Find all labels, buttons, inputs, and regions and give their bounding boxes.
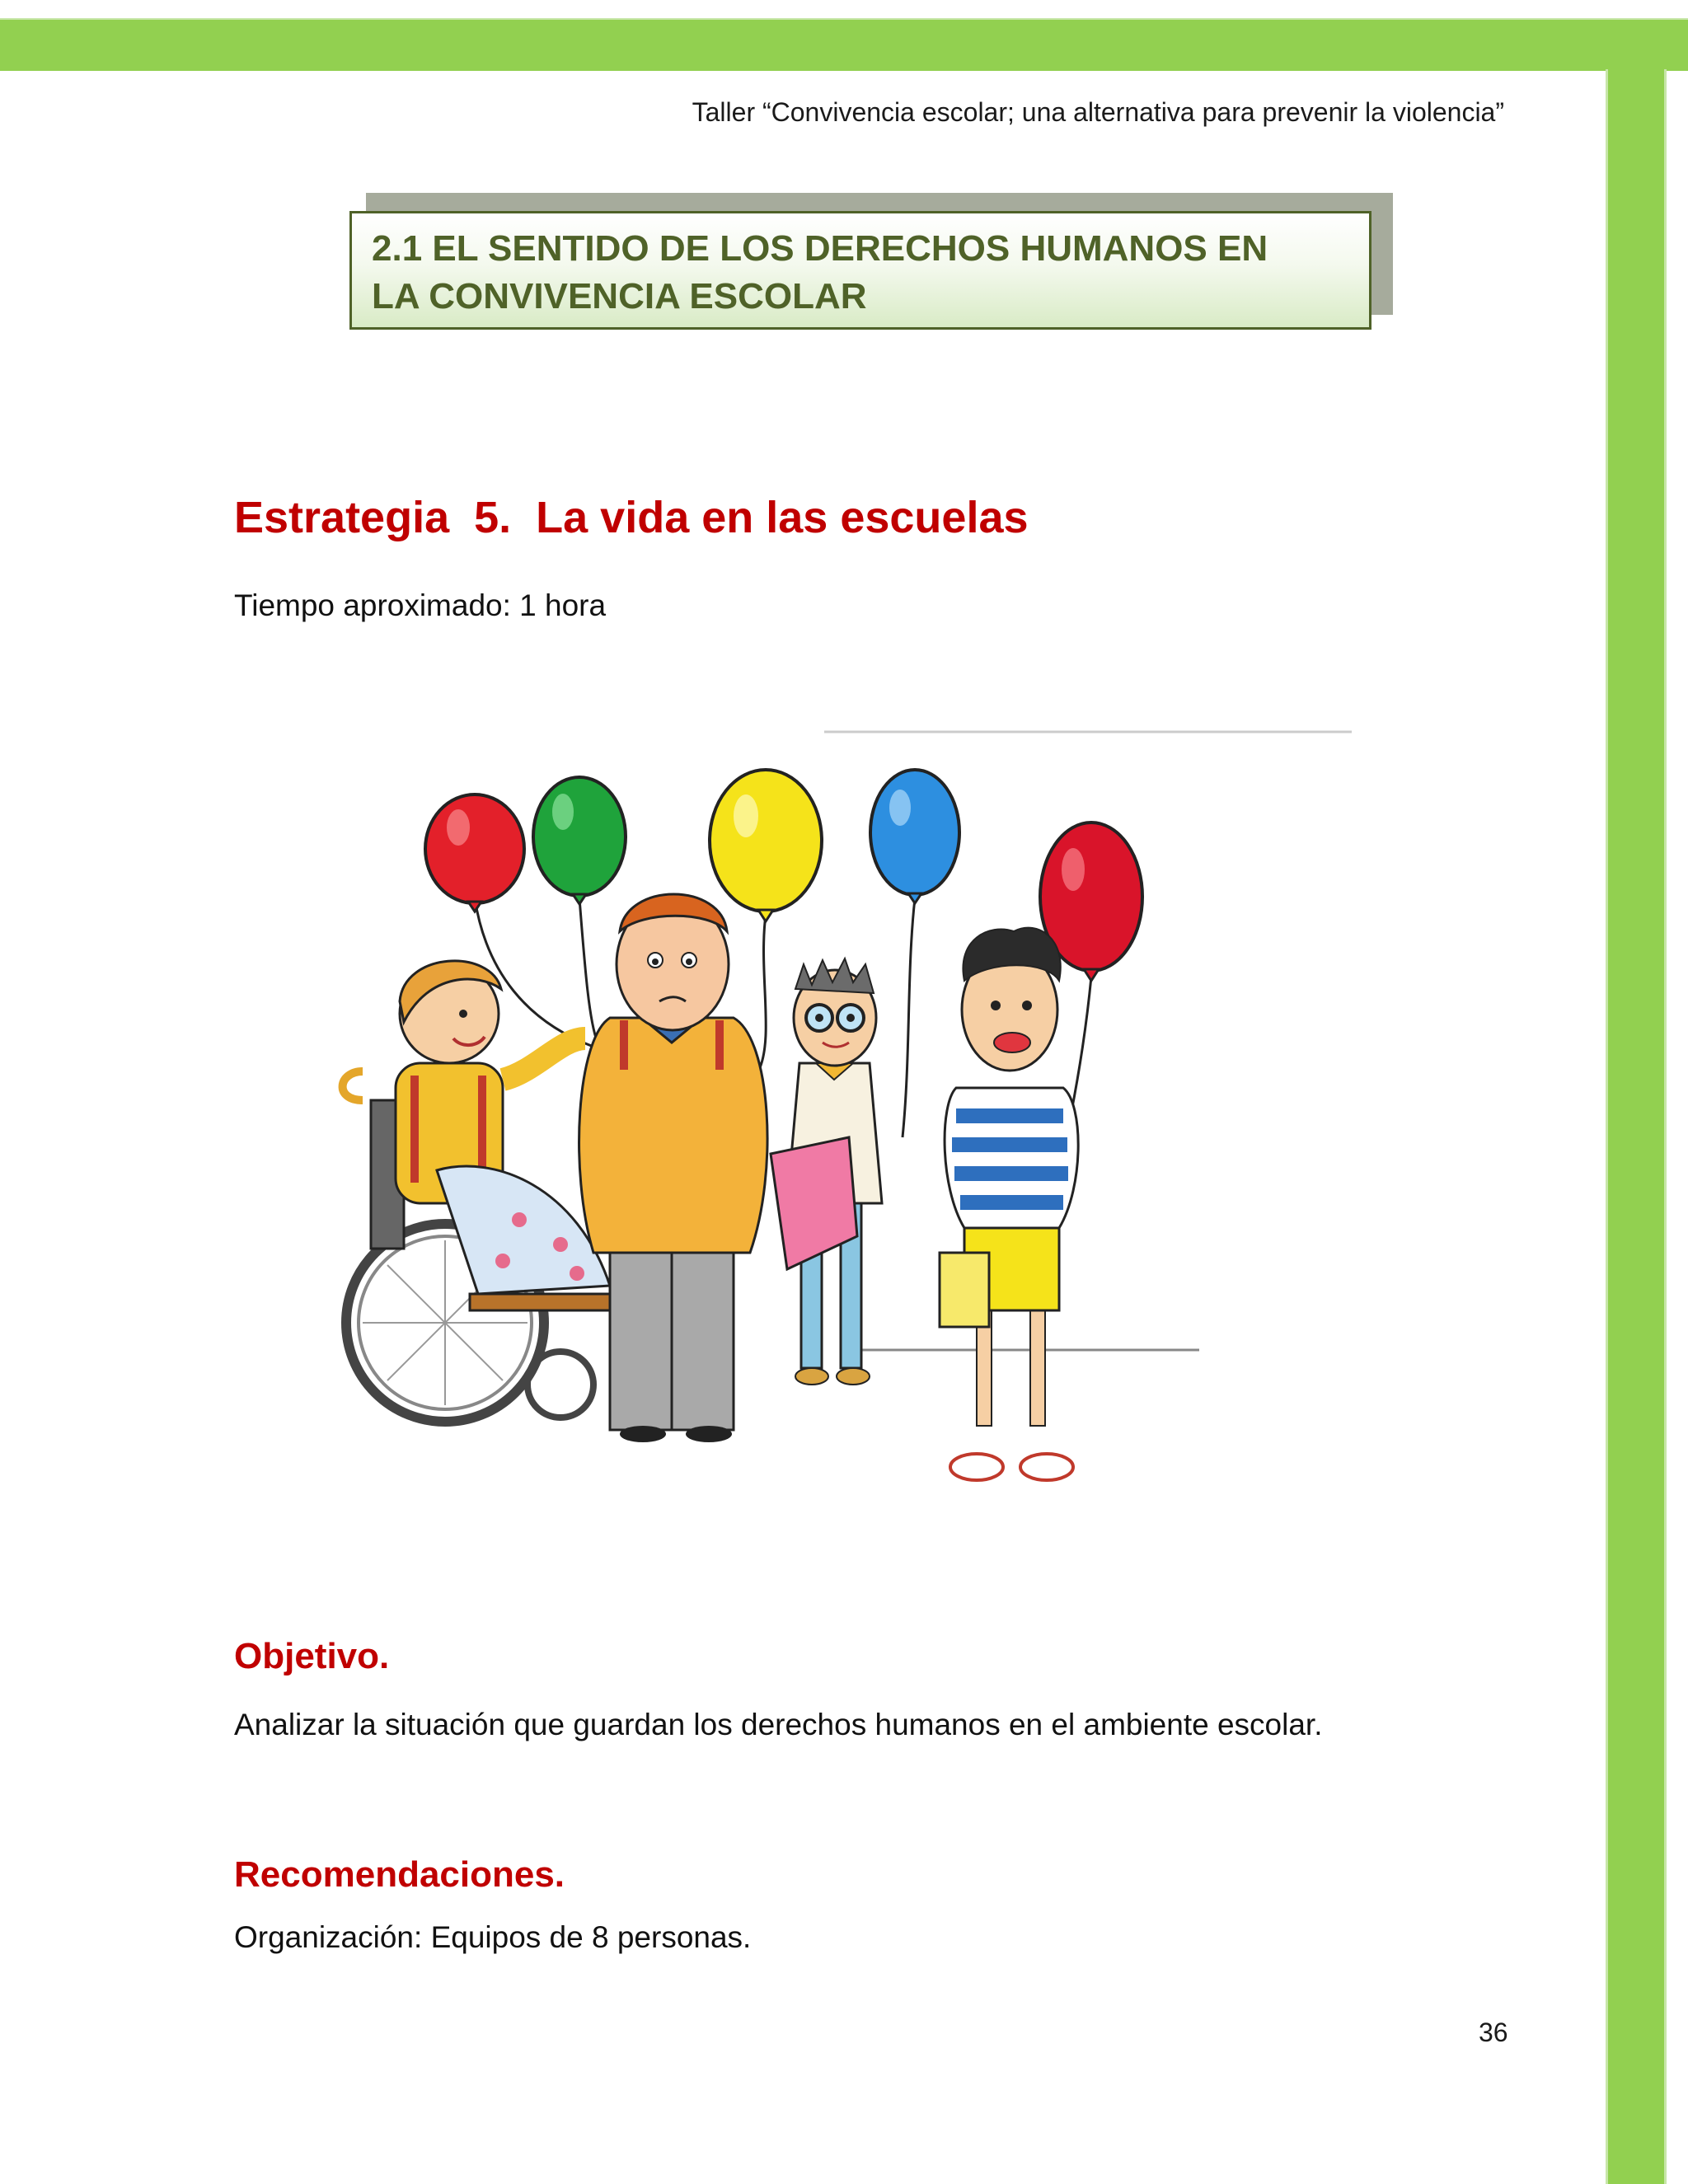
boy-striped-sweater [940,928,1078,1480]
strategy-title: Estrategia 5. La vida en las escuelas [234,493,1029,542]
girl-in-wheelchair [343,961,618,1422]
organization-text: Organización: Equipos de 8 personas. [234,1920,752,1954]
children-with-balloons-illustration [313,725,1360,1533]
section-title-box [349,211,1372,330]
objective-heading: Objetivo. [234,1636,390,1676]
section-title [372,225,1349,321]
top-decorative-bar [0,18,1688,71]
section-title-line-1: 2.1 EL SENTIDO DE LOS DERECHOS HUMANOS EN [372,228,1268,269]
red-balloon-left [425,794,524,912]
green-balloon [533,777,626,904]
page-number: 36 [1479,2018,1508,2047]
blue-balloon [870,770,959,903]
tall-boy-orange-sweater [579,894,767,1442]
section-title-line-2: LA CONVIVENCIA ESCOLAR [372,276,867,316]
recommendations-heading: Recomendaciones. [234,1854,565,1895]
side-decorative-bar [1606,69,1667,2184]
boy-with-glasses [771,958,882,1385]
running-header: Taller “Convivencia escolar; una alternativa para prevenir la violencia” [692,97,1504,127]
objective-text: Analizar la situación que guardan los derechos humanos en el ambiente escolar. [234,1708,1323,1741]
yellow-balloon [710,770,822,921]
estimated-time: Tiempo aproximado: 1 hora [234,588,607,622]
